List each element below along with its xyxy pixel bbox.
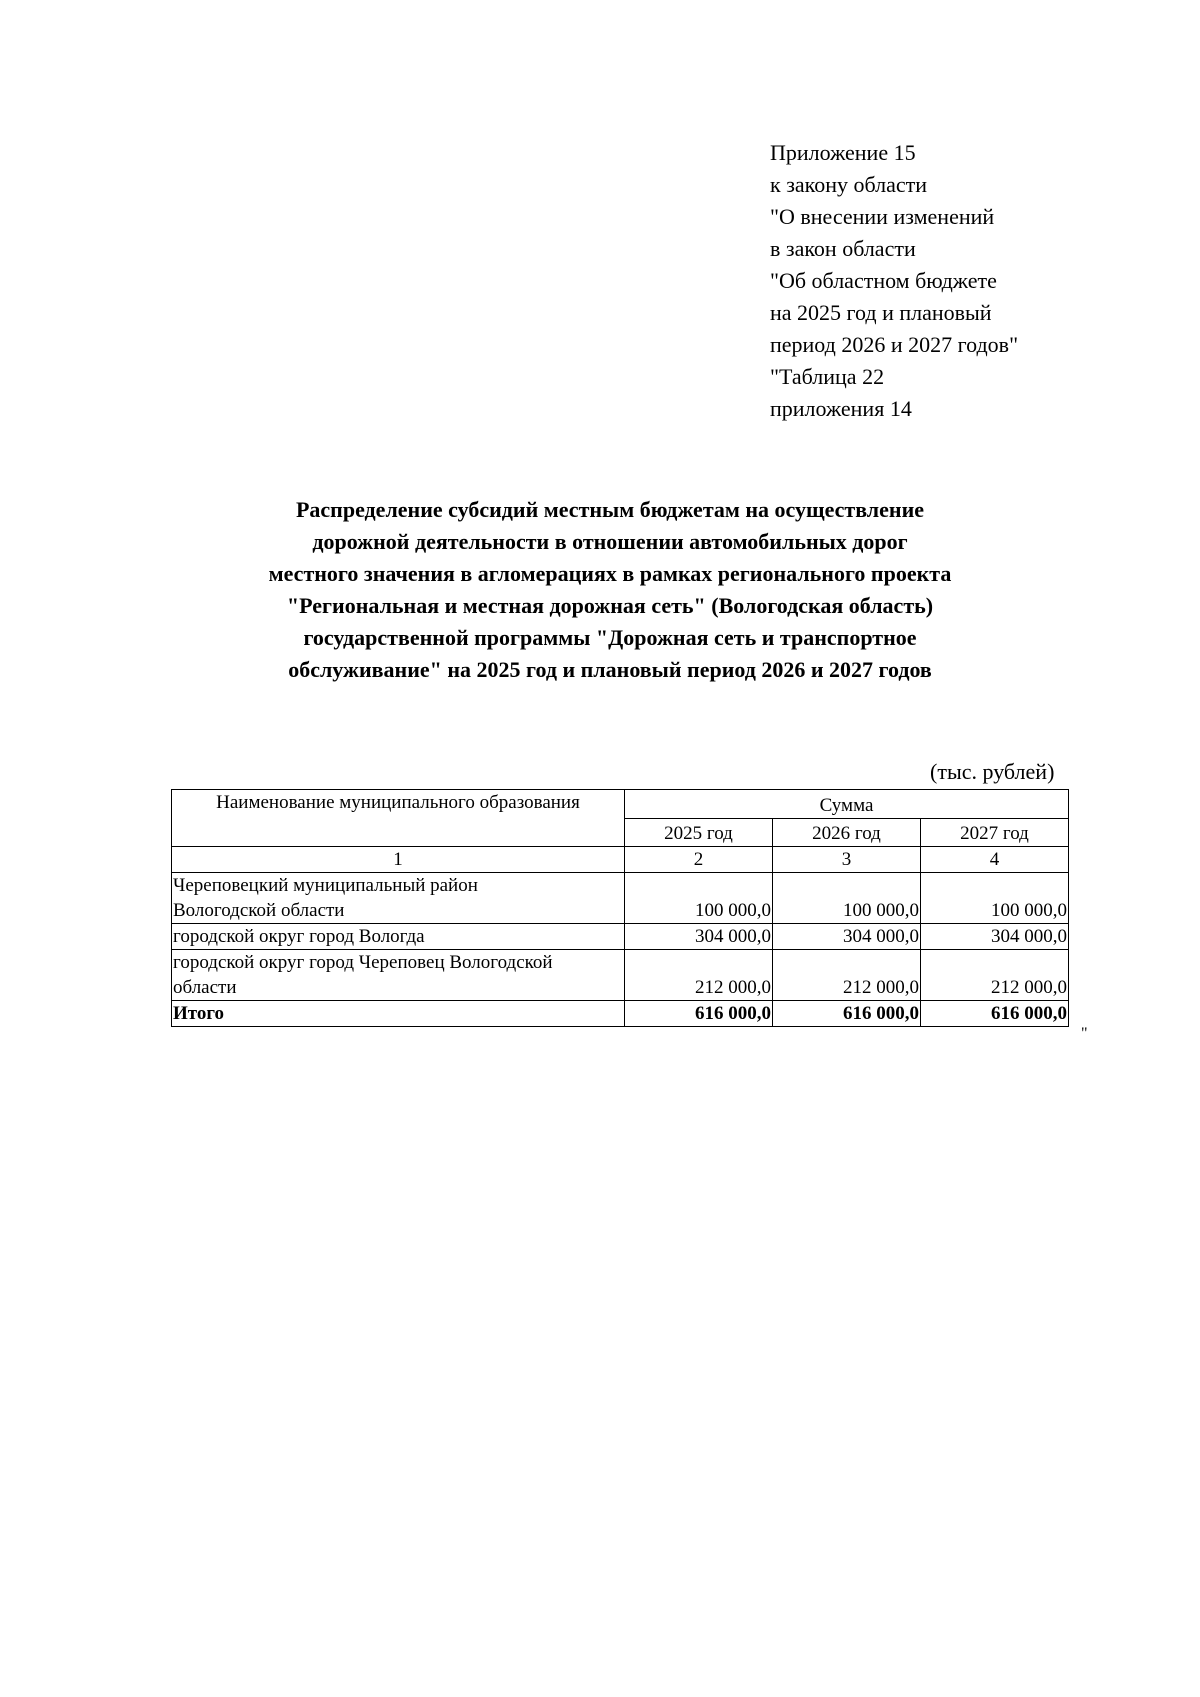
title-line: Распределение субсидий местным бюджетам на осуществление [295, 497, 925, 522]
value-2025: 212 000,0 [625, 950, 773, 1001]
value-2027: 100 000,0 [921, 873, 1069, 924]
value-2026: 304 000,0 [773, 924, 921, 950]
appendix-line: приложения 14 [770, 396, 912, 421]
name-line: области [173, 977, 237, 998]
total-2026: 616 000,0 [773, 1001, 921, 1027]
appendix-line: "Об областном бюджете [770, 268, 997, 293]
value-2027: 212 000,0 [921, 950, 1069, 1001]
subsidies-table [171, 789, 1069, 1027]
header-year-2027: 2027 год [921, 818, 1069, 847]
name-line: городской округ город Череповец Вологодской [173, 952, 553, 973]
value-2027: 304 000,0 [921, 924, 1069, 950]
appendix-line: Приложение 15 [770, 140, 916, 165]
municipality-name [172, 924, 625, 950]
municipality-name [172, 950, 625, 1001]
header-sum: Сумма [625, 790, 1069, 819]
title-line: обслуживание" на 2025 год и плановый период 2026 и 2027 годов [288, 657, 932, 682]
column-index: 1 [172, 847, 625, 873]
title-line: "Региональная и местная дорожная сеть" (Вологодская область) [286, 593, 934, 618]
appendix-line: к закону области [770, 172, 928, 197]
units-label: (тыс. рублей) [930, 759, 1055, 784]
appendix-block [770, 137, 1018, 425]
column-index: 3 [773, 847, 921, 873]
document-title [150, 494, 1070, 686]
column-index: 2 [625, 847, 773, 873]
appendix-line: в закон области [770, 236, 916, 261]
appendix-line: период 2026 и 2027 годов" [770, 332, 1019, 357]
closing-quote: " [1081, 1025, 1088, 1042]
header-municipality: Наименование муниципального образования [172, 790, 625, 847]
municipality-name [172, 873, 625, 924]
name-line: Вологодской области [173, 900, 345, 921]
table-row [172, 924, 1069, 950]
title-line: дорожной деятельности в отношении автомобильных дорог [312, 529, 908, 554]
name-line: городской округ город Вологда [173, 926, 425, 947]
header-year-2026: 2026 год [773, 818, 921, 847]
appendix-line: на 2025 год и плановый [770, 300, 992, 325]
header-year-2025: 2025 год [625, 818, 773, 847]
total-label: Итого [172, 1001, 625, 1027]
table-row [172, 950, 1069, 1001]
total-2025: 616 000,0 [625, 1001, 773, 1027]
appendix-line: "О внесении изменений [770, 204, 995, 229]
value-2025: 304 000,0 [625, 924, 773, 950]
value-2026: 212 000,0 [773, 950, 921, 1001]
value-2026: 100 000,0 [773, 873, 921, 924]
name-line: Череповецкий муниципальный район [173, 875, 478, 896]
total-row [172, 1001, 1069, 1027]
appendix-line: "Таблица 22 [770, 364, 885, 389]
value-2025: 100 000,0 [625, 873, 773, 924]
column-index-row [172, 847, 1069, 873]
title-line: государственной программы "Дорожная сеть и транспортное [303, 625, 917, 650]
column-index: 4 [921, 847, 1069, 873]
title-line: местного значения в агломерациях в рамках регионального проекта [268, 561, 952, 586]
table-row [172, 873, 1069, 924]
total-2027: 616 000,0 [921, 1001, 1069, 1027]
